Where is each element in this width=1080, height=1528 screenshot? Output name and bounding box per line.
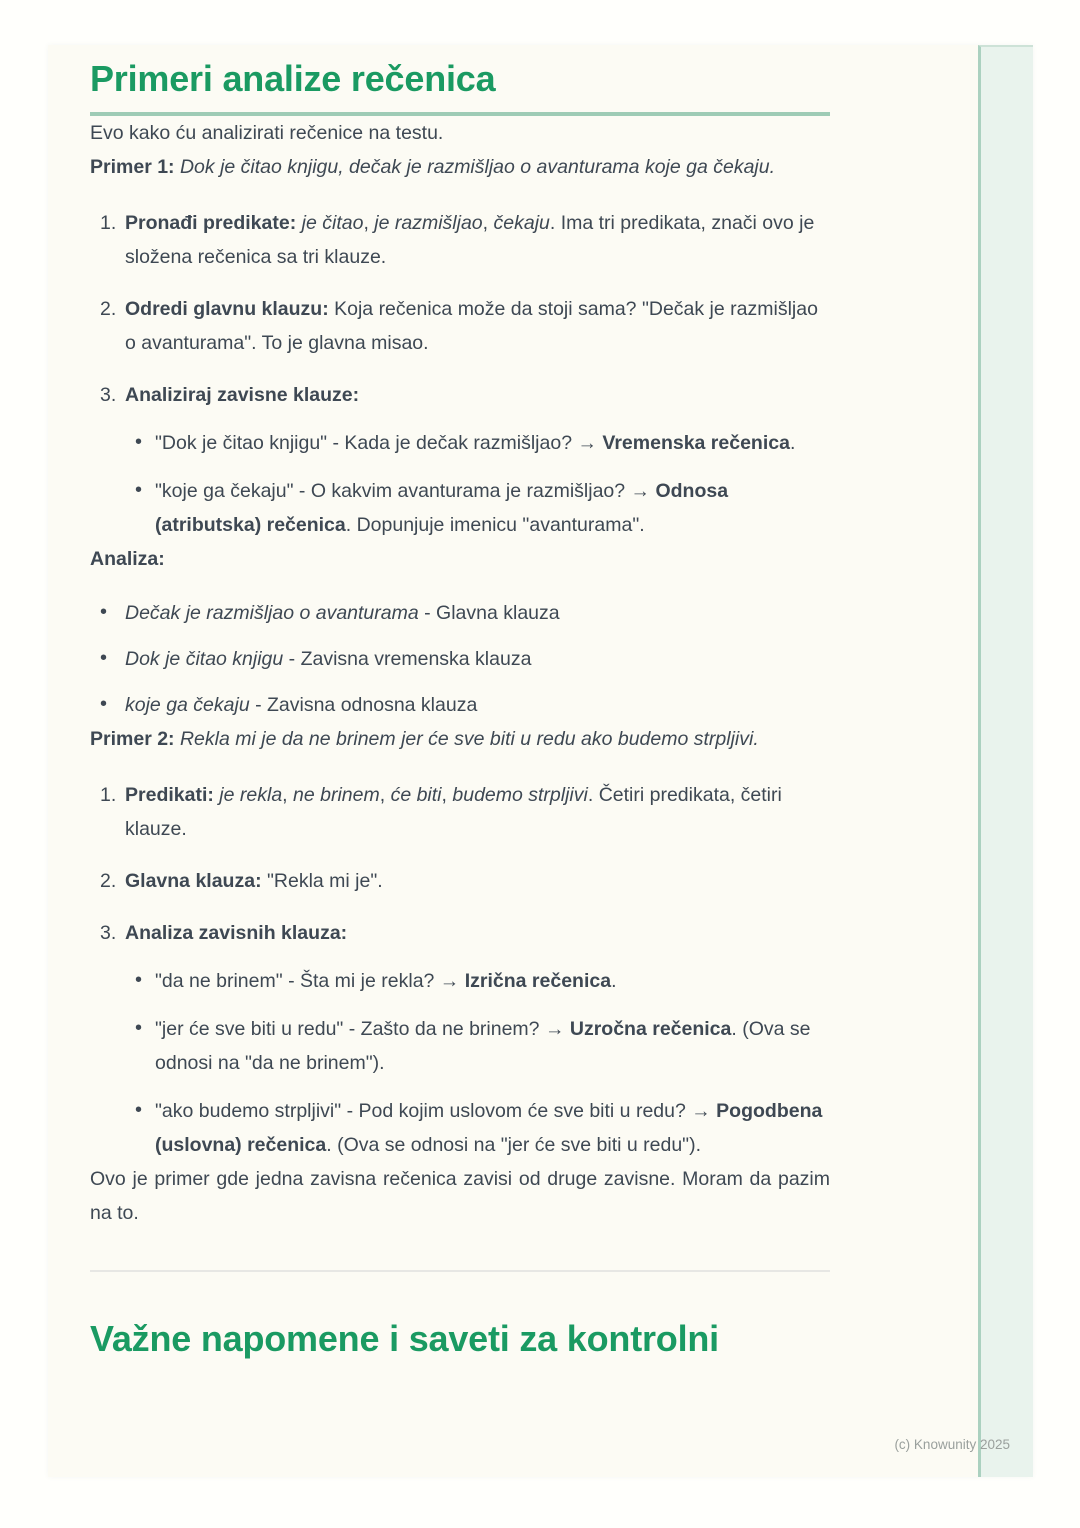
primer2-sub-bullets [125,964,830,1162]
document-page [48,45,1033,1477]
page-accent-strip [978,45,1033,1477]
primer1-paragraph: Primer 1: Dok je čitao knjigu, dečak je razmišljao o avanturama koje ga čekaju. [90,156,776,178]
list-item-text: Predikati: je rekla, ne brinem, će biti, budemo strpljivi. Četiri predikata, četiri klauze. [125,784,782,840]
page-content [90,45,830,1360]
list-item: • "ako budemo strpljivi" - Pod kojim uslovom će sve biti u redu? → Pogodbena (uslovna) rečenica. (Ova se odnosi na "jer će sve biti u redu"). [125,1094,830,1162]
primer2-steps-list [90,778,830,1162]
list-item: • "da ne brinem" - Šta mi je rekla? → Izrična rečenica. [125,964,830,998]
list-item [90,206,830,274]
list-item-text: Glavna klauza: "Rekla mi je". [125,870,383,892]
list-item [90,378,830,542]
analiza-bullet-list [90,596,830,722]
list-item-text: Pronađi predikate: je čitao, je razmišljao, čekaju. Ima tri predikata, znači ovo je složena rečenica sa tri klauze. [125,212,815,268]
page-title: Primeri analize rečenica [90,58,496,99]
list-item: • Dečak je razmišljao o avanturama - Glavna klauza [90,596,830,630]
list-item-text: Analiza zavisnih klauza: [125,922,348,944]
primer2-paragraph: Primer 2: Rekla mi je da ne brinem jer će sve biti u redu ako budemo strpljivi. [90,728,759,750]
list-item [90,916,830,1162]
outro-paragraph: Ovo je primer gde jedna zavisna rečenica zavisi od druge zavisne. Moram da pazim na to. [90,1168,830,1224]
list-item: • "koje ga čekaju" - O kakvim avanturama je razmišljao? → Odnosa (atributska) rečenica. Dopunjuje imenicu "avanturama". [125,474,830,542]
intro-paragraph: Evo kako ću analizirati rečenice na testu. [90,122,444,144]
list-item [90,864,830,898]
section-divider [90,1270,830,1272]
list-item: • Dok je čitao knjigu - Zavisna vremenska klauza [90,642,830,676]
list-item: • "Dok je čitao knjigu" - Kada je dečak razmišljao? → Vremenska rečenica. [125,426,830,460]
primer1-sub-bullets [125,426,830,542]
section2-title: Važne napomene i saveti za kontrolni [90,1318,719,1359]
primer1-steps-list [90,206,830,542]
list-item: • "jer će sve biti u redu" - Zašto da ne brinem? → Uzročna rečenica. (Ova se odnosi na "da ne brinem"). [125,1012,830,1080]
list-item-text: Analiziraj zavisne klauze: [125,384,360,406]
copyright-watermark: (c) Knowunity 2025 [894,1437,1010,1452]
list-item: • koje ga čekaju - Zavisna odnosna klauza [90,688,830,722]
list-item-text: Odredi glavnu klauzu: Koja rečenica može da stoji sama? "Dečak je razmišljao o avanturama". To je glavna misao. [125,298,818,354]
list-item [90,292,830,360]
analiza-heading: Analiza: [90,548,165,570]
list-item [90,778,830,846]
